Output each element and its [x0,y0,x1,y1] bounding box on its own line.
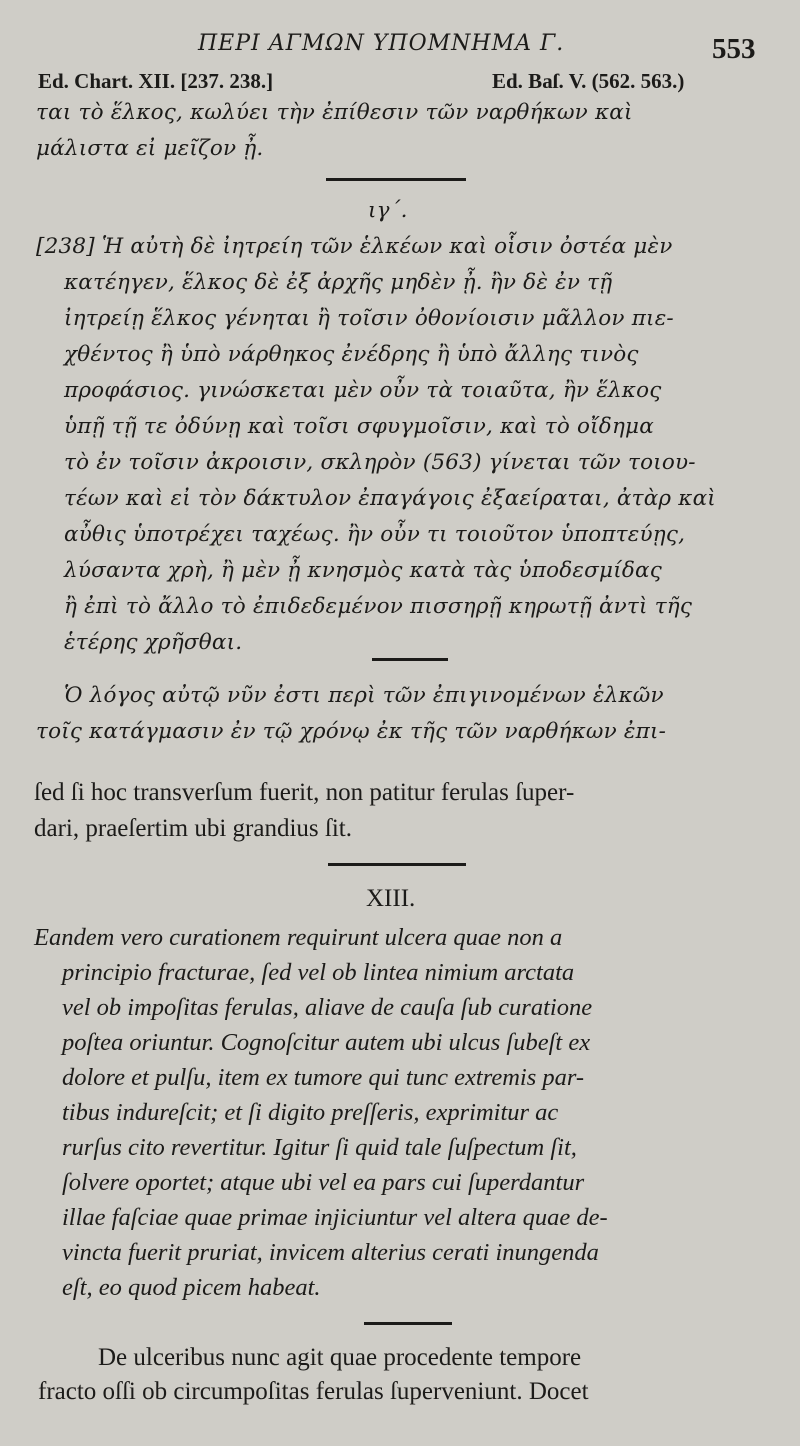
greek-paragraph-line: ἢ ἐπὶ τὸ ἄλλο τὸ ἐπιδεδεμένον πισσηρῇ κηρωτῇ ἀντὶ τῆς [64,594,693,619]
greek-paragraph-line: προφάσιος. γινώσκεται μὲν οὖν τὰ τοιαῦτα, ἢν ἕλκος [64,378,662,403]
divider-rule [372,658,448,661]
latin-paragraph-line: rurſus cito revertitur. Igitur ſi quid tale ſuſpectum ſit, [62,1134,577,1161]
latin-intro-line: ſed ſi hoc transverſum fuerit, non patitur ferulas ſuper- [34,779,575,806]
latin-paragraph-line: dolore et pulſu, item ex tumore qui tunc extremis par- [62,1064,585,1091]
divider-rule [328,863,466,866]
running-title: ΠΕΡΙ ΑΓΜΩΝ ΥΠΟΜΝΗΜΑ Γ. [198,31,565,56]
greek-paragraph-line: [238] Ἡ αὐτὴ δὲ ἰητρείη τῶν ἑλκέων καὶ οἷσιν ὀστέα μὲν [36,234,673,259]
greek-intro-line: ται τὸ ἕλκος, κωλύει τὴν ἐπίθεσιν τῶν ναρθήκων καὶ [36,100,633,125]
divider-rule [364,1322,452,1325]
latin-paragraph-line: tibus indureſcit; et ſi digito preſſeris, exprimitur ac [62,1099,559,1126]
latin-section-number: XIII. [366,885,416,912]
greek-intro-line: μάλιστα εἰ μεῖζον ᾖ. [36,136,264,161]
latin-commentary-line: fracto oſſi ob circumpoſitas ferulas ſuperveniunt. Docet [38,1378,589,1405]
latin-paragraph-line: eſt, eo quod picem habeat. [62,1274,321,1301]
edition-reference-right: Ed. Baſ. V. (562. 563.) [492,69,685,93]
greek-paragraph-line: κατέηγεν, ἕλκος δὲ ἐξ ἀρχῆς μηδὲν ᾖ. ἢν δὲ ἐν τῇ [64,270,613,295]
latin-paragraph-line: Eandem vero curationem requirunt ulcera quae non a [34,924,563,951]
latin-paragraph-line: principio fracturae, ſed vel ob lintea nimium arctata [62,959,575,986]
latin-paragraph-line: illae faſciae quae primae injiciuntur vel altera quae de- [62,1204,608,1231]
latin-commentary-line: De ulceribus nunc agit quae procedente tempore [98,1344,582,1371]
page-number: 553 [712,33,756,65]
latin-intro-line: dari, praeſertim ubi grandius ſit. [34,815,352,842]
greek-commentary-line: τοῖς κατάγμασιν ἐν τῷ χρόνῳ ἐκ τῆς τῶν ναρθήκων ἐπι- [36,719,667,744]
greek-commentary-line: Ὁ λόγος αὐτῷ νῦν ἐστι περὶ τῶν ἐπιγινομένων ἑλκῶν [64,683,664,708]
greek-paragraph-line: λύσαντα χρὴ, ἢ μὲν ᾖ κνησμὸς κατὰ τὰς ὑποδεσμίδας [64,558,662,583]
latin-paragraph-line: vel ob impoſitas ferulas, aliave de cauſa ſub curatione [62,994,593,1021]
greek-paragraph-line: τὸ ἐν τοῖσιν ἀκροισιν, σκληρὸν (563) γίνεται τῶν τοιου- [64,450,696,475]
greek-paragraph-line: χθέντος ἢ ὑπὸ νάρθηκος ἐνέδρης ἢ ὑπὸ ἄλλης τινὸς [64,342,639,367]
greek-paragraph-line: ὑπῇ τῇ τε ὀδύνῃ καὶ τοῖσι σφυγμοῖσιν, καὶ τὸ οἴδημα [64,414,654,439]
greek-paragraph-line: ἰητρείῃ ἕλκος γένηται ἢ τοῖσιν ὀθονίοισιν μᾶλλον πιε- [64,306,674,331]
edition-reference-left: Ed. Chart. XII. [237. 238.] [38,69,274,93]
latin-paragraph-line: poſtea oriuntur. Cognoſcitur autem ubi ulcus ſubeſt ex [62,1029,591,1056]
greek-section-number: ιγ΄. [368,198,408,223]
latin-paragraph-line: vincta fuerit pruriat, invicem alterius cerati inungenda [62,1239,599,1266]
greek-paragraph-line: ἑτέρης χρῆσθαι. [64,630,243,655]
greek-paragraph-line: αὖθις ὑποτρέχει ταχέως. ἢν οὖν τι τοιοῦτον ὑποπτεύῃς, [64,522,686,547]
greek-paragraph-line: τέων καὶ εἰ τὸν δάκτυλον ἐπαγάγοις ἐξαείραται, ἀτὰρ καὶ [64,486,716,511]
latin-paragraph-line: ſolvere oportet; atque ubi vel ea pars cui ſuperdantur [62,1169,585,1196]
divider-rule [326,178,466,181]
